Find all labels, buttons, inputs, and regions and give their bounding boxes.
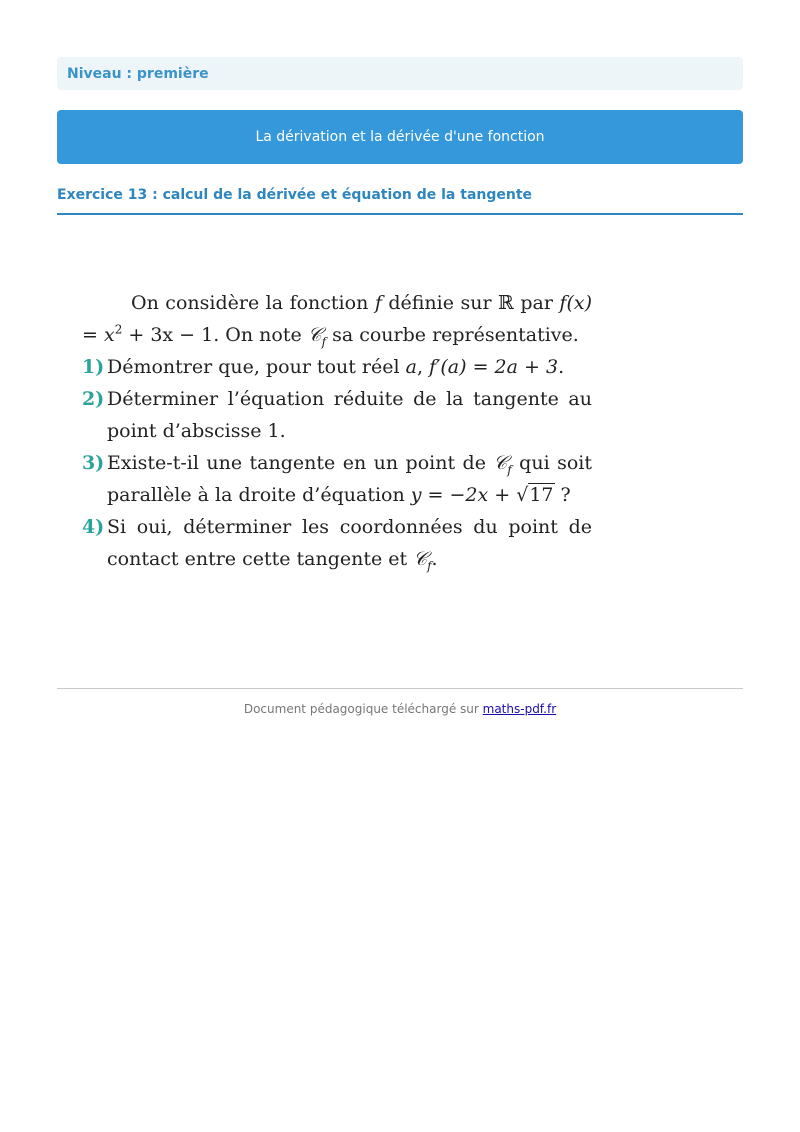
page-title: La dérivation et la dérivée d'une fonction bbox=[57, 110, 743, 164]
question-number: 4) bbox=[82, 516, 105, 538]
formula-rest: + 3x − 1 bbox=[122, 324, 214, 346]
intro-text: sa courbe représentative. bbox=[326, 324, 579, 346]
question-text-part: ? bbox=[554, 484, 571, 506]
question-number: 1) bbox=[82, 356, 105, 378]
question-text bbox=[107, 511, 592, 575]
intro-text: par bbox=[513, 292, 560, 314]
exponent: 2 bbox=[114, 322, 123, 337]
curve-subscript: f bbox=[321, 334, 327, 349]
level-label: Niveau : première bbox=[57, 57, 743, 90]
exercise-title: Exercice 13 : calcul de la dérivée et équation de la tangente bbox=[57, 184, 743, 215]
curve-symbol: 𝒞 bbox=[307, 324, 322, 346]
curve-symbol: 𝒞 bbox=[413, 548, 428, 570]
function-symbol: f bbox=[559, 292, 567, 314]
curve-subscript: f bbox=[427, 558, 432, 573]
question-text-part: . bbox=[431, 548, 438, 570]
question-number: 3) bbox=[82, 452, 105, 474]
intro-text: . On note bbox=[213, 324, 308, 346]
question-2 bbox=[82, 383, 592, 447]
reals-symbol: ℝ bbox=[498, 292, 514, 314]
question-1 bbox=[82, 351, 592, 383]
question-text-part: . bbox=[558, 356, 565, 378]
question-3 bbox=[82, 447, 592, 511]
question-4 bbox=[82, 511, 592, 575]
footer-link[interactable]: maths-pdf.fr bbox=[482, 702, 557, 716]
exercise-intro bbox=[82, 287, 592, 351]
question-text bbox=[107, 447, 592, 511]
intro-text: définie sur bbox=[381, 292, 499, 314]
question-text-part: Démontrer que, pour tout réel bbox=[107, 356, 406, 378]
question-text-part: Si oui, déterminer les coordonnées du point de contact entre cette tangente et bbox=[107, 516, 592, 570]
sqrt-sign: √ bbox=[516, 484, 529, 506]
function-symbol: f bbox=[374, 292, 382, 314]
derivative-formula: f′(a) = 2a + 3 bbox=[429, 356, 559, 378]
line-equation: y = −2x + bbox=[410, 484, 517, 506]
question-text bbox=[107, 351, 592, 383]
question-text-part: qui soit parallèle à la droite d’équation bbox=[107, 452, 592, 506]
question-text-part: Existe-t-il une tangente en un point de bbox=[107, 452, 494, 474]
sqrt-radicand: 17 bbox=[529, 484, 554, 506]
footer-divider bbox=[57, 688, 743, 689]
exercise-statement bbox=[82, 287, 592, 575]
curve-symbol: 𝒞 bbox=[493, 452, 508, 474]
variable-x: x bbox=[103, 324, 115, 346]
question-number: 2) bbox=[82, 388, 105, 410]
curve-subscript: f bbox=[507, 462, 512, 477]
variable-a: a bbox=[405, 356, 417, 378]
footer-text: Document pédagogique téléchargé sur bbox=[243, 702, 483, 716]
question-text-part: , bbox=[416, 356, 430, 378]
function-argument: (x) bbox=[566, 292, 592, 314]
question-text: Déterminer l’équation réduite de la tangente au point d’abscisse 1. bbox=[107, 388, 592, 442]
footer bbox=[57, 702, 743, 716]
equals-sign: = bbox=[82, 324, 104, 346]
intro-text: On considère la fonction bbox=[131, 292, 375, 314]
